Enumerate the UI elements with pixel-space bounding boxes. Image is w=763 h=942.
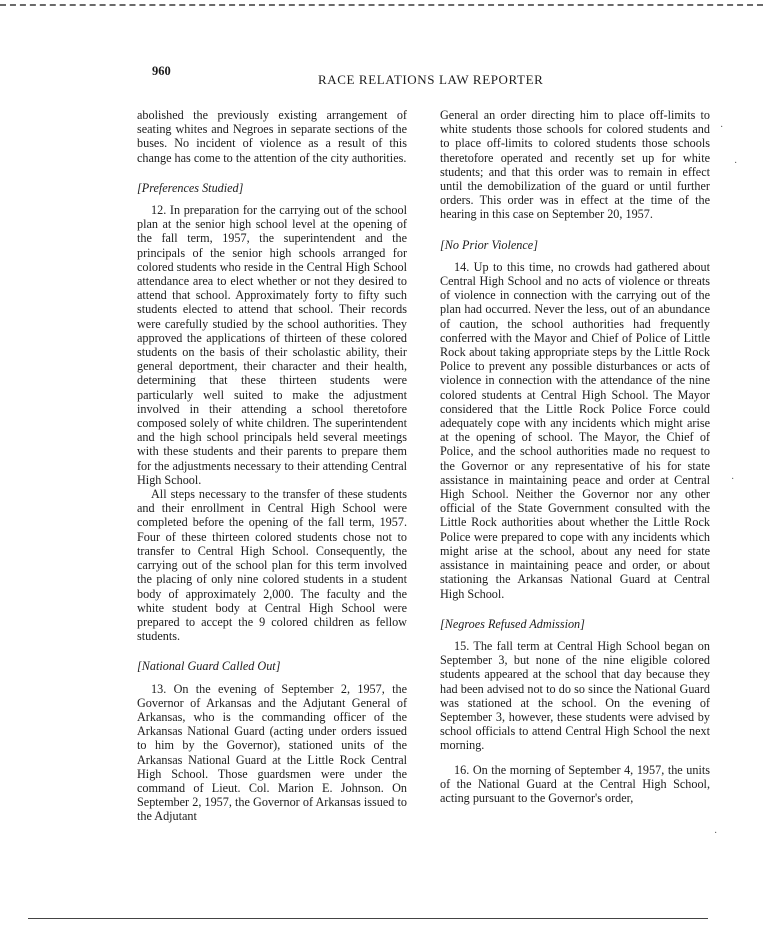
scan-speck: · — [731, 474, 735, 485]
paragraph-13-continued: General an order directing him to place off-limits to white students those schools for colored students and to place off-limits to colored students those schools theretofore operated and recently set up for white students; and that this order was to remain in effect until the demobilization of the guard or until further orders. This order was in effect at the time of the hearing in this case on September 20, 1957. — [440, 108, 710, 222]
paragraph-12: 12. In preparation for the carrying out of the school plan at the senior high school level at the opening of the fall term, 1957, the superintendent and the principals of the senior high schools arranged for colored students who reside in the Central High School attendance area to elect whether or not they desired to attend that school. Approximately forty to fifty such students elected to attend that school. Their records were carefully studied by the school authorities. They approved the applications of thirteen of these colored students on the basis of their scholastic ability, their general deportment, their character and their health, determining that these thirteen students were particularly well suited to make the adjustment involved in their attending a school theretofore composed solely of white children. The superintendent and the high school principals held several meetings with these students and their parents to prepare them for the adjustments necessary to their attending Central High School. — [137, 203, 407, 487]
heading-no-prior-violence: [No Prior Violence] — [440, 237, 538, 252]
paragraph-16: 16. On the morning of September 4, 1957, the units of the National Guard at the Central High School, acting pursuant to the Governor's order, — [440, 762, 710, 805]
scan-speck: · — [714, 828, 718, 839]
scan-speck: · — [734, 158, 738, 169]
heading-negroes-refused: [Negroes Refused Admission] — [440, 616, 585, 631]
paragraph-15: 15. The fall term at Central High School began on September 3, but none of the nine eligible colored students appeared at the school that day because they had been advised not to do so since the National Guard was stationed at the school. On the evening of September 3, however, these students were advised by school officials to attend Central High School the next morning. — [440, 638, 710, 753]
running-head: RACE RELATIONS LAW REPORTER — [318, 72, 544, 87]
heading-preferences-studied: [Preferences Studied] — [137, 180, 244, 195]
scan-speck: · — [720, 122, 724, 133]
page-number: 960 — [152, 64, 171, 78]
paragraph-12b: All steps necessary to the transfer of these students and their enrollment in Central High School were completed before the opening of the fall term, 1957. Four of these thirteen colored students chose not to transfer to Central High School. Consequently, the carrying out of the school plan for this term involved the placing of only nine colored students in a student body of approximately 2,000. The faculty and the white student body at Central High School were prepared to accept the 9 colored children as fellow students. — [137, 487, 407, 644]
paragraph-intro: abolished the previously existing arrangement of seating whites and Negroes in separate sections of the buses. No incident of violence as a result of this change has come to the attention of the city authorities. — [137, 108, 407, 165]
top-dashed-rule — [0, 4, 763, 6]
left-column — [137, 108, 407, 824]
right-column — [440, 108, 710, 805]
bottom-rule — [28, 918, 708, 919]
paragraph-13: 13. On the evening of September 2, 1957, the Governor of Arkansas and the Adjutant General of Arkansas, who is the commanding officer of the Arkansas National Guard (acting under orders issued to him by the Governor), stationed units of the Arkansas National Guard at the Little Rock Central High School. Those guardsmen were under the command of Lieut. Col. Marion E. Johnson. On September 2, 1957, the Governor of Arkansas issued to the Adjutant — [137, 681, 407, 824]
paragraph-14: 14. Up to this time, no crowds had gathered about Central High School and no acts of violence or threats of violence in connection with the carrying out of the plan had occurred. Never the less, out of an abundance of caution, the school authorities had frequently conferred with the Mayor and Chief of Police of Little Rock about taking appropriate steps by the Little Rock Police to prevent any possible disturbances or acts of violence in connection with the attendance of the nine colored students at Central High School. The Mayor considered that the Little Rock Police Force could adequately cope with any incidents which might arise at the opening of school. The Mayor, the Chief of Police, and the school authorities made no request to the Governor or any representative of his for state assistance in maintaining peace and order at Central High School. Neither the Governor nor any other official of the State Government consulted with the Little Rock authorities about whether the Little Rock Police were prepared to cope with any incidents which might arise at the school, about any need for state assistance in maintaining peace and order, or about stationing the Arkansas National Guard at Central High School. — [440, 259, 710, 601]
heading-national-guard: [National Guard Called Out] — [137, 659, 281, 674]
